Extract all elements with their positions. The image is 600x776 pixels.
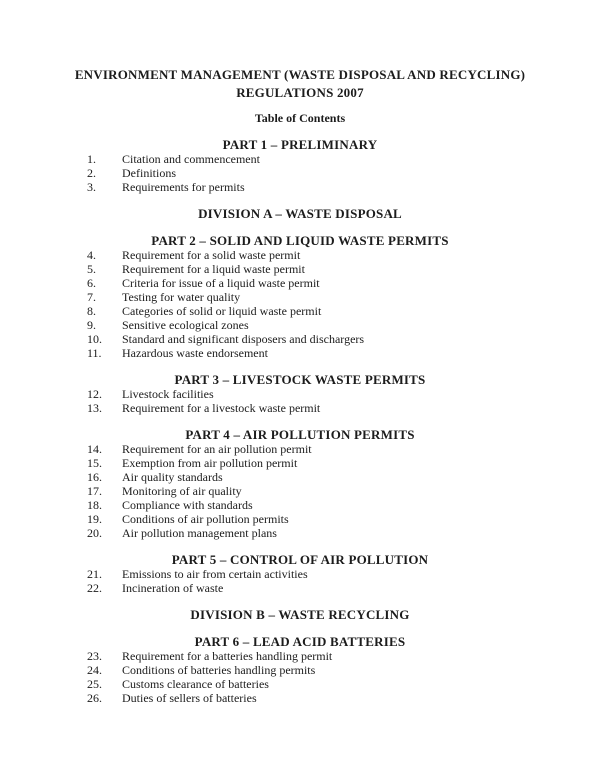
toc-row — [0, 526, 600, 540]
toc-item-number: 9. — [87, 318, 96, 332]
toc-row — [0, 304, 600, 318]
toc-item-text: Duties of sellers of batteries — [122, 691, 257, 705]
toc-sections — [0, 137, 600, 705]
toc-row — [0, 262, 600, 276]
toc-title: Table of Contents — [254, 111, 346, 125]
toc-item-text: Compliance with standards — [122, 498, 253, 512]
document-title-line2: REGULATIONS 2007 — [236, 85, 364, 100]
toc-row — [0, 290, 600, 304]
toc-item-number: 24. — [87, 663, 102, 677]
toc-item-text: Customs clearance of batteries — [122, 677, 269, 691]
toc-item-number: 19. — [87, 512, 102, 526]
toc-row — [0, 581, 600, 595]
toc-item-text: Requirement for a livestock waste permit — [122, 401, 321, 415]
toc-item-text: Requirement for a liquid waste permit — [122, 262, 305, 276]
toc-row — [0, 470, 600, 484]
document-title-line1: ENVIRONMENT MANAGEMENT (WASTE DISPOSAL AND RECYCLING) — [74, 67, 526, 82]
toc-item-number: 3. — [87, 180, 96, 194]
toc-item-text: Air quality standards — [122, 470, 223, 484]
toc-item-number: 13. — [87, 401, 102, 415]
toc-item-text: Conditions of batteries handling permits — [122, 663, 316, 677]
toc-row — [0, 691, 600, 705]
toc-item-number: 14. — [87, 442, 102, 456]
toc-item-number: 25. — [87, 677, 102, 691]
division-heading: DIVISION B – WASTE RECYCLING — [190, 607, 410, 622]
toc-item-number: 7. — [87, 290, 96, 304]
toc-item-number: 20. — [87, 526, 102, 540]
toc-row — [0, 346, 600, 360]
part-heading: PART 5 – CONTROL OF AIR POLLUTION — [171, 552, 429, 567]
toc-item-text: Livestock facilities — [122, 387, 214, 401]
toc-item-text: Emissions to air from certain activities — [122, 567, 308, 581]
part-heading: PART 1 – PRELIMINARY — [222, 137, 378, 152]
toc-item-text: Air pollution management plans — [122, 526, 277, 540]
division-heading: DIVISION A – WASTE DISPOSAL — [198, 206, 402, 221]
toc-item-text: Requirements for permits — [122, 180, 245, 194]
toc-item-number: 8. — [87, 304, 96, 318]
toc-row — [0, 677, 600, 691]
toc-row — [0, 663, 600, 677]
toc-item-number: 18. — [87, 498, 102, 512]
toc-row — [0, 276, 600, 290]
toc-item-number: 23. — [87, 649, 102, 663]
toc-row — [0, 166, 600, 180]
toc-item-text: Incineration of waste — [122, 581, 224, 595]
toc-row — [0, 401, 600, 415]
toc-item-text: Exemption from air pollution permit — [122, 456, 298, 470]
part-heading: PART 3 – LIVESTOCK WASTE PERMITS — [174, 372, 426, 387]
toc-item-number: 15. — [87, 456, 102, 470]
part-heading: PART 6 – LEAD ACID BATTERIES — [194, 634, 406, 649]
toc-row — [0, 442, 600, 456]
toc-item-text: Criteria for issue of a liquid waste permit — [122, 276, 320, 290]
toc-item-number: 2. — [87, 166, 96, 180]
toc-row — [0, 512, 600, 526]
toc-row — [0, 180, 600, 194]
toc-item-text: Sensitive ecological zones — [122, 318, 249, 332]
toc-item-number: 4. — [87, 248, 96, 262]
toc-item-text: Hazardous waste endorsement — [122, 346, 268, 360]
toc-item-text: Requirement for a batteries handling permit — [122, 649, 333, 663]
toc-row — [0, 649, 600, 663]
toc-item-text: Citation and commencement — [122, 152, 260, 166]
toc-item-text: Testing for water quality — [122, 290, 241, 304]
part-heading: PART 2 – SOLID AND LIQUID WASTE PERMITS — [151, 233, 449, 248]
toc-item-number: 5. — [87, 262, 96, 276]
part-heading: PART 4 – AIR POLLUTION PERMITS — [185, 427, 415, 442]
toc-item-number: 21. — [87, 567, 102, 581]
toc-row — [0, 248, 600, 262]
toc-row — [0, 484, 600, 498]
toc-item-text: Definitions — [122, 166, 176, 180]
toc-item-number: 1. — [87, 152, 96, 166]
toc-row — [0, 498, 600, 512]
toc-row — [0, 152, 600, 166]
toc-item-number: 12. — [87, 387, 102, 401]
toc-item-text: Categories of solid or liquid waste permit — [122, 304, 322, 318]
toc-item-text: Monitoring of air quality — [122, 484, 242, 498]
toc-item-text: Requirement for a solid waste permit — [122, 248, 301, 262]
toc-row — [0, 332, 600, 346]
toc-item-number: 16. — [87, 470, 102, 484]
document-title — [0, 66, 600, 102]
toc-item-number: 6. — [87, 276, 96, 290]
toc-item-text: Conditions of air pollution permits — [122, 512, 289, 526]
toc-row — [0, 318, 600, 332]
toc-row — [0, 387, 600, 401]
toc-item-number: 17. — [87, 484, 102, 498]
toc-item-text: Standard and significant disposers and dischargers — [122, 332, 365, 346]
toc-item-text: Requirement for an air pollution permit — [122, 442, 312, 456]
toc-row — [0, 567, 600, 581]
toc-row — [0, 456, 600, 470]
toc-item-number: 26. — [87, 691, 102, 705]
toc-item-number: 10. — [87, 332, 102, 346]
toc-item-number: 22. — [87, 581, 102, 595]
toc-item-number: 11. — [87, 346, 102, 360]
